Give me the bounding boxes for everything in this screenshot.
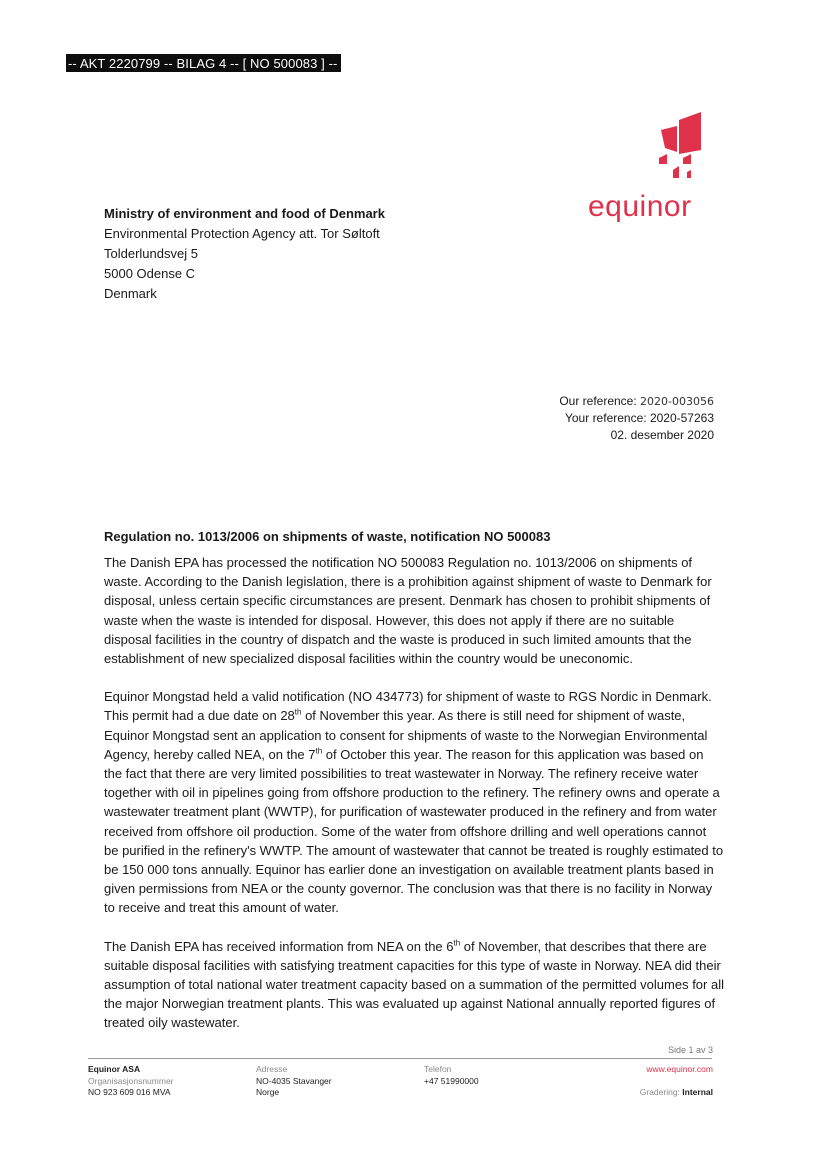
letter-date: 02. desember 2020: [610, 428, 714, 442]
footer-orgnr: NO 923 609 016 MVA: [88, 1087, 171, 1097]
footer-address-line: NO-4035 Stavanger: [256, 1075, 332, 1086]
recipient-line: Environmental Protection Agency att. Tor Søltoft: [104, 226, 380, 241]
page-number: Side 1 av 3: [667, 1045, 713, 1055]
footer-address-label: Adresse: [256, 1064, 288, 1074]
footer-divider: [88, 1058, 712, 1059]
document-stamp: -- AKT 2220799 -- BILAG 4 -- [ NO 500083 ] --: [66, 54, 341, 72]
recipient-line: Tolderlundsvej 5: [104, 246, 198, 261]
paragraph: The Danish EPA has received information from NEA on the 6th of November, that describes that there are suitable disposal facilities with satisfying treatment capacities for this type of waste in Norway. NEA did their assumption of total national water treatment capacity based on a summation of the permitted volumes for all the major Norwegian treatment plants. This was evaluated up against National annually reported figures of treated oily wastewater.: [104, 938, 724, 1031]
our-reference-value: 2020-003056: [640, 395, 714, 408]
footer-phone-label: Telefon: [424, 1064, 452, 1074]
recipient-line: Denmark: [104, 286, 157, 301]
our-reference-label: Our reference:: [559, 394, 637, 408]
footer-right: [640, 1064, 713, 1099]
footer-grading-value: Internal: [682, 1087, 713, 1097]
your-reference: [559, 410, 714, 427]
your-reference-label: Your reference:: [564, 411, 647, 425]
equinor-logo: [588, 112, 723, 223]
your-reference-value: 2020-57263: [649, 411, 714, 425]
recipient-line: 5000 Odense C: [104, 266, 196, 281]
equinor-wordmark: equinor: [588, 190, 692, 223]
equinor-star-icon: [643, 112, 723, 188]
paragraph: Equinor Mongstad held a valid notification (NO 434773) for shipment of waste to RGS Nordic in Denmark. This permit had a due date on 28th of November this year. As there is still need for shipment of waste, Equinor Mongstad sent an application to consent for shipments of waste to the Norwegian Environmental Agency, hereby called NEA, on the 7th of October this year. The reason for this application was based on the fact that there are very limited possibilities to treat wastewater in Norway. The refinery receive water together with oil in pipelines going from offshore production to the refinery. The refinery owns and operate a wastewater treatment plant (WWTP), for purification of wastewater produced in the refinery and from water received from offshore oil production. Some of the water from offshore drilling and well operations cannot be purified in the refinery's WWTP. The amount of wastewater that cannot be treated is roughly estimated to be 150 000 tons annually. Equinor has earlier done an investigation on available treatment plants based in given permissions from NEA or the county governor. The conclusion was that there is no facility in Norway to receive and treat this amount of water.: [104, 689, 724, 916]
letter-body: [104, 553, 724, 1052]
footer-orgnr-label: Organisasjonsnummer: [88, 1075, 174, 1086]
footer-grading-label: Gradering:: [639, 1087, 680, 1097]
footer-address-line: Norge: [256, 1087, 280, 1097]
footer-phone: [424, 1064, 479, 1087]
our-reference: [559, 393, 714, 410]
subject-heading: Regulation no. 1013/2006 on shipments of waste, notification NO 500083: [104, 529, 551, 544]
recipient-org: Ministry of environment and food of Denmark: [104, 206, 385, 221]
footer-phone-number: +47 51990000: [424, 1075, 479, 1086]
footer-company: [88, 1064, 174, 1099]
reference-block: [559, 393, 714, 444]
footer-company-name: Equinor ASA: [88, 1064, 141, 1074]
recipient-address: [104, 204, 385, 304]
footer-address: [256, 1064, 332, 1099]
paragraph: The Danish EPA has processed the notification NO 500083 Regulation no. 1013/2006 on shipments of waste. According to the Danish legislation, there is a prohibition against shipment of waste to Denmark for disposal, unless certain specific circumstances are present. Denmark has chosen to prohibit shipments of waste when the waste is intended for disposal. However, this does not apply if there are no suitable disposal facilities in the country of dispatch and the waste is produced in such limited amounts that the establishment of new specialized disposal facilities within the country would be uneconomic.: [104, 555, 712, 667]
footer-website-link[interactable]: www.equinor.com: [646, 1064, 713, 1074]
